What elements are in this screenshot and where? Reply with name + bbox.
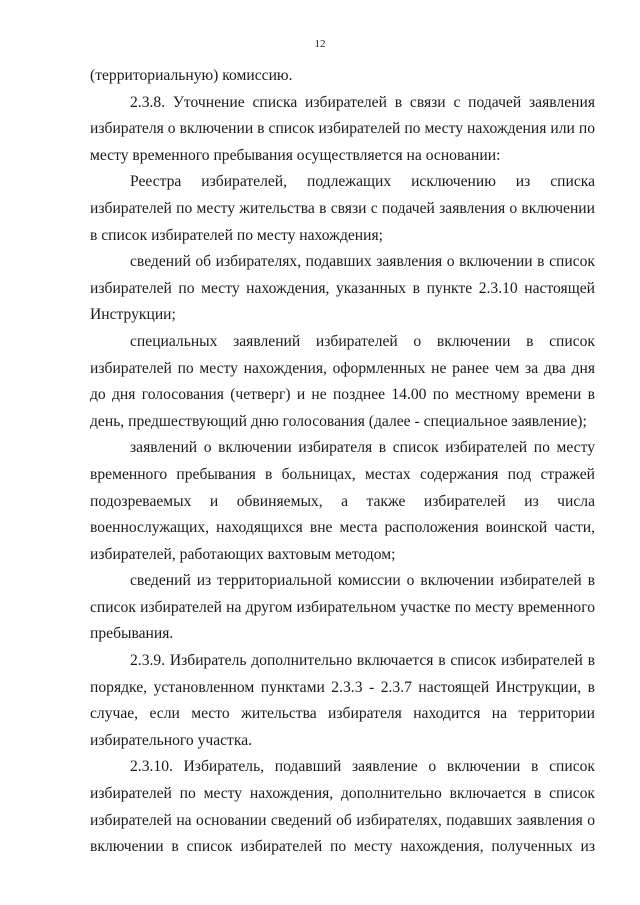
paragraph-voter-info: сведений об избирателях, подавших заявления о включении в список избирателей по месту нахождения, указанных в пункте 2.3.10 настоящей Инструкции;	[90, 253, 595, 324]
page-number: 12	[314, 38, 326, 50]
paragraph-continuation: (территориальную) комиссию.	[90, 67, 293, 84]
paragraph-territorial-commission: сведений из территориальной комиссии о включении избирателей в список избирателей на другом избирательном участке по месту временного пребывания.	[90, 572, 595, 643]
paragraph-2-3-9: 2.3.9. Избиратель дополнительно включается в список избирателей в порядке, установленном пунктами 2.3.3 - 2.3.7 настоящей Инструкции, в случае, если место жительства избирателя находится на территории избирательного участка.	[90, 652, 595, 749]
paragraph-registry: Реестра избирателей, подлежащих исключению из списка избирателей по месту жительства в связи с подачей заявления о включении в список избирателей по месту нахождения;	[90, 173, 595, 244]
paragraph-temporary-stay: заявлений о включении избирателя в список избирателей по месту временного пребывания в больницах, местах содержания под стражей подозреваемых и обвиняемых, а также избирателей из числа военнослужащих, находящихся вне места расположения воинской части, избирателей, работающих вахтовым методом;	[90, 439, 595, 563]
paragraph-2-3-8: 2.3.8. Уточнение списка избирателей в связи с подачей заявления избирателя о включении в список избирателей по месту нахождения или по месту временного пребывания осуществляется на основании:	[90, 93, 595, 164]
paragraph-special-applications: специальных заявлений избирателей о включении в список избирателей по месту нахождения, оформленных не ранее чем за два дня до дня голосования (четверг) и не позднее 14.00 по местному времени в день, предшествующий дню голосования (далее - специальное заявление);	[90, 332, 595, 430]
paragraph-2-3-10: 2.3.10. Избиратель, подавший заявление о включении в список избирателей по месту нахождения, дополнительно включается в список избирателей на основании сведений об избирателях, подавших заявления о включении в список избирателей по месту нахождения, полученных из	[90, 758, 595, 856]
document-body	[90, 63, 595, 860]
